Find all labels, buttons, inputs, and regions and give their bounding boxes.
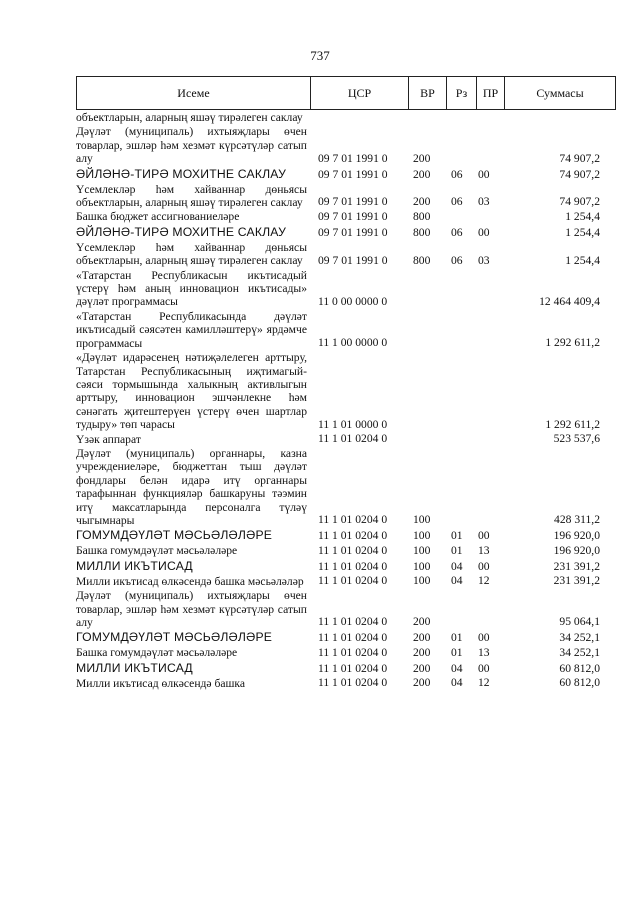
row-rz: 01 <box>451 631 463 645</box>
row-vr: 100 <box>413 529 431 543</box>
table-header <box>76 76 616 110</box>
row-vr: 200 <box>413 195 431 209</box>
row-name: Үзәк аппарат <box>76 432 141 446</box>
row-rz: 06 <box>451 253 463 267</box>
row-csr: 11 1 01 0204 0 <box>318 559 388 573</box>
row-sum: 428 311,2 <box>554 513 600 527</box>
row-vr: 200 <box>413 151 431 165</box>
row-vr: 200 <box>413 167 431 181</box>
row-sum: 74 907,2 <box>559 151 600 165</box>
row-csr: 11 1 01 0204 0 <box>318 513 388 527</box>
row-name: Башка бюджет ассигнованиеләре <box>76 210 240 224</box>
header-name: Исеме <box>77 77 311 109</box>
row-vr: 800 <box>413 225 431 239</box>
row-sum: 523 537,6 <box>553 431 600 445</box>
row-name: ӘЙЛӘНӘ-ТИРӘ МОХИТНЕ САКЛАУ <box>76 166 287 181</box>
row-sum: 95 064,1 <box>559 615 600 629</box>
table-row <box>76 240 616 268</box>
row-sum: 1 254,4 <box>565 225 600 239</box>
row-rz: 04 <box>451 574 463 588</box>
row-rz: 04 <box>451 676 463 690</box>
row-pr: 13 <box>478 543 490 557</box>
row-vr: 100 <box>413 574 431 588</box>
row-pr: 03 <box>478 253 490 267</box>
row-sum: 196 920,0 <box>553 529 600 543</box>
page-number: 737 <box>310 48 330 63</box>
row-csr: 11 1 00 0000 0 <box>318 336 388 350</box>
row-rz: 01 <box>451 645 463 659</box>
row-name: Үсемлекләр һәм хайваннар дөньясы объектларын, аларның яшәү тирәлеген саклау <box>76 182 307 210</box>
row-pr: 12 <box>478 676 490 690</box>
row-csr: 09 7 01 1991 0 <box>318 209 388 223</box>
table-row <box>76 268 616 309</box>
header-csr: ЦСР <box>311 77 409 109</box>
row-sum: 60 812,0 <box>559 676 600 690</box>
row-csr: 09 7 01 1991 0 <box>318 167 388 181</box>
header-sum: Суммасы <box>536 85 584 100</box>
row-name: «Татарстан Республикасын икътисадый үстерү һәм аның инновацион икътисады» дәүләт программасы <box>76 268 307 309</box>
table-row <box>76 588 616 629</box>
row-vr: 100 <box>413 513 431 527</box>
table-row <box>76 446 616 527</box>
row-rz: 06 <box>451 167 463 181</box>
row-csr: 09 7 01 1991 0 <box>318 151 388 165</box>
row-sum: 231 391,2 <box>553 574 600 588</box>
table-row <box>76 543 616 557</box>
row-vr: 200 <box>413 676 431 690</box>
row-sum: 1 292 611,2 <box>545 417 600 431</box>
row-name: ГОМУМДӘҮЛӘТ МӘСЬӘЛӘЛӘРЕ <box>76 630 273 645</box>
row-name: Дәүләт (муниципаль) ихтыяҗлары өчен товарлар, эшләр һәм хезмәт күрсәтүләр сатып алу <box>76 589 307 629</box>
row-rz: 04 <box>451 661 463 675</box>
row-name: МИЛЛИ ИКЪТИСАД <box>76 558 193 573</box>
row-name: Башка гомумдәүләт мәсьәләләре <box>76 646 238 660</box>
table-row <box>76 110 616 124</box>
row-vr: 800 <box>413 253 431 267</box>
row-csr: 11 1 01 0204 0 <box>318 431 388 445</box>
table-row <box>76 166 616 182</box>
table-row <box>76 350 616 431</box>
row-pr: 00 <box>478 225 490 239</box>
row-csr: 09 7 01 1991 0 <box>318 195 388 209</box>
row-sum: 1 254,4 <box>565 253 600 267</box>
row-vr: 100 <box>413 543 431 557</box>
row-name: Башка гомумдәүләт мәсьәләләре <box>76 544 238 558</box>
row-pr: 00 <box>478 529 490 543</box>
row-vr: 200 <box>413 645 431 659</box>
budget-table-body <box>76 110 616 690</box>
row-rz: 06 <box>451 195 463 209</box>
row-pr: 00 <box>478 167 490 181</box>
row-csr: 11 1 01 0204 0 <box>318 661 388 675</box>
row-sum: 34 252,1 <box>559 631 600 645</box>
row-pr: 00 <box>478 661 490 675</box>
table-row <box>76 629 616 645</box>
row-csr: 11 1 01 0204 0 <box>318 676 388 690</box>
row-sum: 196 920,0 <box>553 543 600 557</box>
table-row <box>76 574 616 588</box>
row-csr: 09 7 01 1991 0 <box>318 253 388 267</box>
row-name: ӘЙЛӘНӘ-ТИРӘ МОХИТНЕ САКЛАУ <box>76 224 287 239</box>
row-csr: 11 1 01 0000 0 <box>318 417 388 431</box>
row-sum: 1 254,4 <box>565 209 600 223</box>
table-row <box>76 660 616 676</box>
row-sum: 74 907,2 <box>559 195 600 209</box>
row-csr: 11 1 01 0204 0 <box>318 631 388 645</box>
row-vr: 200 <box>413 661 431 675</box>
table-row <box>76 676 616 690</box>
row-name: Милли икътисад өлкәсендә башка мәсьәләләр <box>76 574 304 588</box>
row-pr: 12 <box>478 574 490 588</box>
table-row <box>76 645 616 659</box>
row-csr: 11 1 01 0204 0 <box>318 543 388 557</box>
row-pr: 00 <box>478 631 490 645</box>
row-name: Дәүләт (муниципаль) ихтыяҗлары өчен товарлар, эшләр һәм хезмәт күрсәтүләр сатып алу <box>76 125 307 166</box>
row-sum: 231 391,2 <box>553 559 600 573</box>
row-csr: 11 1 01 0204 0 <box>318 615 388 629</box>
row-csr: 09 7 01 1991 0 <box>318 225 388 239</box>
row-vr: 200 <box>413 631 431 645</box>
row-csr: 11 1 01 0204 0 <box>318 645 388 659</box>
table-row <box>76 224 616 240</box>
row-csr: 11 1 01 0204 0 <box>318 574 388 588</box>
row-pr: 13 <box>478 645 490 659</box>
row-pr: 00 <box>478 559 490 573</box>
row-csr: 11 1 01 0204 0 <box>318 529 388 543</box>
row-rz: 01 <box>451 529 463 543</box>
table-row <box>76 558 616 574</box>
header-pr: ПР <box>477 77 505 109</box>
row-name: объектларын, аларның яшәү тирәлеген саклау <box>76 111 303 124</box>
table-row <box>76 527 616 543</box>
header-vr: ВР <box>409 77 447 109</box>
table-row <box>76 432 616 446</box>
row-name: «Татарстан Республикасында дәүләт икътисадый сәясәтен камилләштерү» ярдәмче программасы <box>76 309 307 350</box>
row-vr: 200 <box>413 615 431 629</box>
row-vr: 800 <box>413 209 431 223</box>
row-sum: 34 252,1 <box>559 645 600 659</box>
table-row <box>76 124 616 165</box>
row-rz: 01 <box>451 543 463 557</box>
row-name: Дәүләт (муниципаль) органнары, казна учреждениеләре, бюджеттан тыш дәүләт фондлары белән идарә итү органнары тарафыннан функцияләр башкаруны тәэмин итү максатларында персоналга түләү чыгымнары <box>76 446 307 527</box>
row-rz: 06 <box>451 225 463 239</box>
row-name: «Дәүләт идарәсенең нәтиҗәлелеген арттыру, Татарстан Республикасының иҗтимагый-сәяси тормышында халыкның активлыгын арттыру, инновацион эшчәнлекне һәм сәнәгать җитештерүен үстерү өчен шартлар тудыру» төп чарасы <box>76 351 307 432</box>
row-pr: 03 <box>478 195 490 209</box>
row-name: МИЛЛИ ИКЪТИСАД <box>76 660 193 675</box>
row-sum: 74 907,2 <box>559 167 600 181</box>
header-rz: Рз <box>447 77 477 109</box>
row-vr: 100 <box>413 559 431 573</box>
table-row <box>76 209 616 223</box>
row-sum: 60 812,0 <box>559 661 600 675</box>
row-rz: 04 <box>451 559 463 573</box>
row-name: ГОМУМДӘҮЛӘТ МӘСЬӘЛӘЛӘРЕ <box>76 528 273 543</box>
row-name: Үсемлекләр һәм хайваннар дөньясы объектларын, аларның яшәү тирәлеген саклау <box>76 240 307 268</box>
row-sum: 1 292 611,2 <box>545 336 600 350</box>
row-sum: 12 464 409,4 <box>539 294 600 308</box>
row-name: Милли икътисад өлкәсендә башка <box>76 676 246 690</box>
table-row <box>76 309 616 350</box>
table-row <box>76 182 616 210</box>
row-csr: 11 0 00 0000 0 <box>318 294 388 308</box>
